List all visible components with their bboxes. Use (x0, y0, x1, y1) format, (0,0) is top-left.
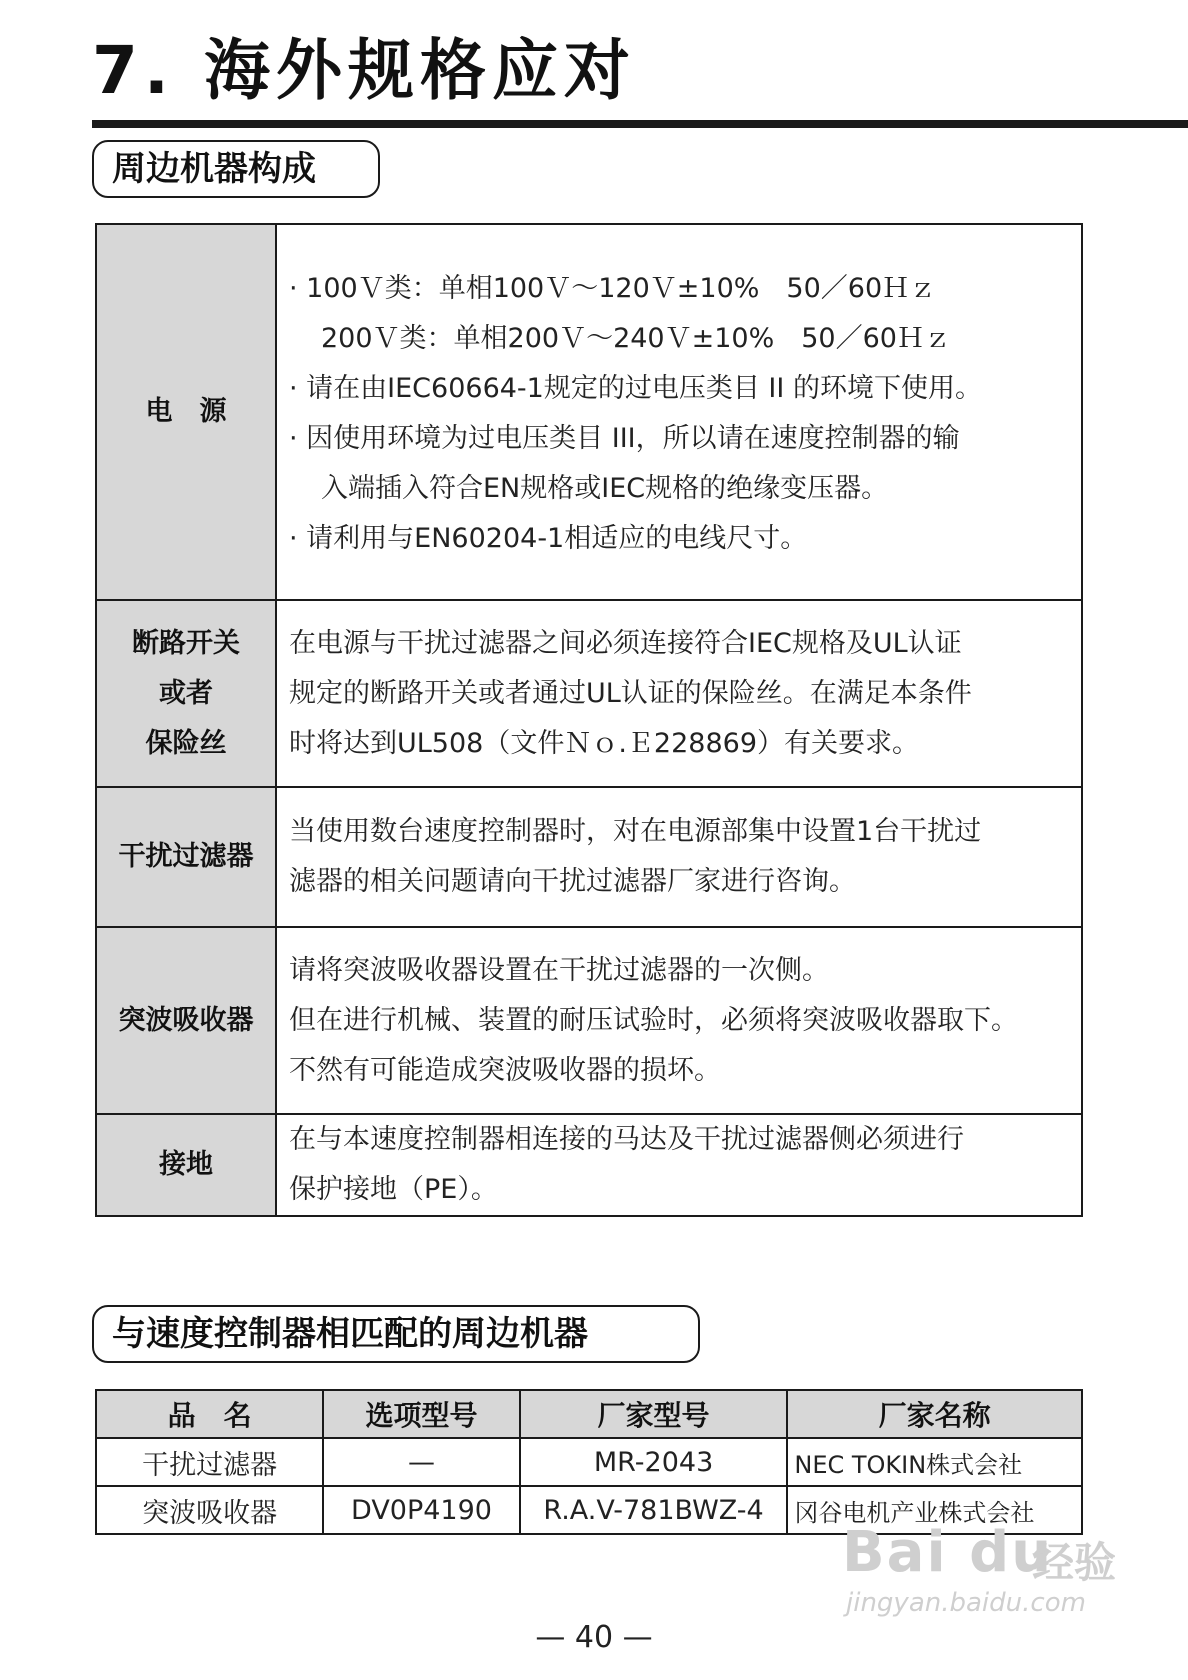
spec-row-heading (96, 927, 276, 1114)
spec-text-line: · 请在由IEC60664-1规定的过电压类目 II 的环境下使用。 (289, 373, 982, 404)
spec-text-line: 但在进行机械、装置的耐压试验时，必须将突波吸收器取下。 (289, 1004, 1018, 1036)
table-cell: MR-2043 (520, 1438, 788, 1486)
chapter-title: 7. 海外规格应对 (92, 32, 636, 109)
title-rule (92, 120, 1188, 128)
column-header: 厂家名称 (787, 1390, 1082, 1438)
spec-text-line: 时将达到UL508（文件Ｎｏ.Ｅ228869）有关要求。 (289, 727, 919, 759)
spec-text-line: 请将突波吸收器设置在干扰过滤器的一次侧。 (289, 954, 829, 986)
spec-text-line: 入端插入符合EN规格或IEC规格的绝缘变压器。 (321, 473, 889, 504)
column-header: 品 名 (96, 1390, 323, 1438)
spec-text-line: 保护接地（PE）。 (289, 1174, 498, 1205)
spec-text-line: · 100Ｖ类：单相100Ｖ～120Ｖ±10% 50／60Ｈｚ (289, 273, 937, 304)
column-header: 选项型号 (323, 1390, 520, 1438)
spec-text-line: 规定的断路开关或者通过UL认证的保险丝。在满足本条件 (289, 677, 972, 709)
baidu-jingyan-watermark (842, 1520, 1142, 1630)
table-cell: — (323, 1438, 520, 1486)
spec-heading-line: 电 源 (145, 396, 227, 427)
column-header: 厂家型号 (520, 1390, 788, 1438)
spec-row (96, 1114, 1082, 1216)
spec-text-line: 在电源与干扰过滤器之间必须连接符合IEC规格及UL认证 (289, 627, 962, 659)
spec-heading-line: 或者 (159, 677, 213, 709)
spec-heading-line: 断路开关 (132, 627, 240, 659)
page-number: — 40 — (535, 1620, 653, 1655)
spec-text-line: · 请利用与EN60204-1相适应的电线尺寸。 (289, 523, 808, 554)
spec-row-content (276, 927, 1082, 1114)
spec-heading-line: 保险丝 (145, 727, 227, 759)
peripheral-config-table (95, 223, 1083, 1217)
spec-heading-line: 突波吸收器 (118, 1004, 254, 1036)
section-heading-peripheral-config: 周边机器构成 (92, 140, 380, 198)
table-cell: NEC TOKIN株式会社 (787, 1438, 1082, 1486)
table-cell: DV0P4190 (323, 1486, 520, 1534)
watermark-url: jingyan.baidu.com (846, 1588, 1086, 1618)
spec-row-heading (96, 600, 276, 787)
matching-peripherals-table (95, 1389, 1083, 1535)
spec-heading-line: 干扰过滤器 (118, 841, 254, 872)
spec-row (96, 600, 1082, 787)
table-cell: 突波吸收器 (96, 1486, 323, 1534)
spec-row (96, 224, 1082, 600)
spec-row-content (276, 600, 1082, 787)
spec-text-line: · 因使用环境为过电压类目 III，所以请在速度控制器的输 (289, 423, 960, 454)
spec-row-heading (96, 787, 276, 927)
watermark-brand: Bai du (842, 1520, 1054, 1585)
spec-text-line: 不然有可能造成突波吸收器的损坏。 (289, 1054, 721, 1086)
spec-row (96, 787, 1082, 927)
table-cell: 冈谷电机产业株式会社 (787, 1486, 1082, 1534)
spec-row-content (276, 224, 1082, 600)
section-heading-matching-peripherals: 与速度控制器相匹配的周边机器 (92, 1305, 700, 1363)
spec-text-line: 当使用数台速度控制器时，对在电源部集中设置1台干扰过 (289, 816, 982, 847)
spec-row-content (276, 1114, 1082, 1216)
spec-heading-line: 接地 (159, 1149, 213, 1180)
spec-row-heading (96, 224, 276, 600)
table-cell: 干扰过滤器 (96, 1438, 323, 1486)
spec-row (96, 927, 1082, 1114)
spec-text-line: 在与本速度控制器相连接的马达及干扰过滤器侧必须进行 (289, 1124, 964, 1155)
table-row (96, 1438, 1082, 1486)
spec-row-content (276, 787, 1082, 927)
spec-text-line: 200Ｖ类：单相200Ｖ～240Ｖ±10% 50／60Ｈｚ (321, 323, 951, 354)
spec-text-line: 滤器的相关问题请向干扰过滤器厂家进行咨询。 (289, 866, 856, 897)
table-cell: R.A.V-781BWZ-4 (520, 1486, 788, 1534)
spec-row-heading (96, 1114, 276, 1216)
watermark-label: 经验 (1032, 1538, 1117, 1587)
